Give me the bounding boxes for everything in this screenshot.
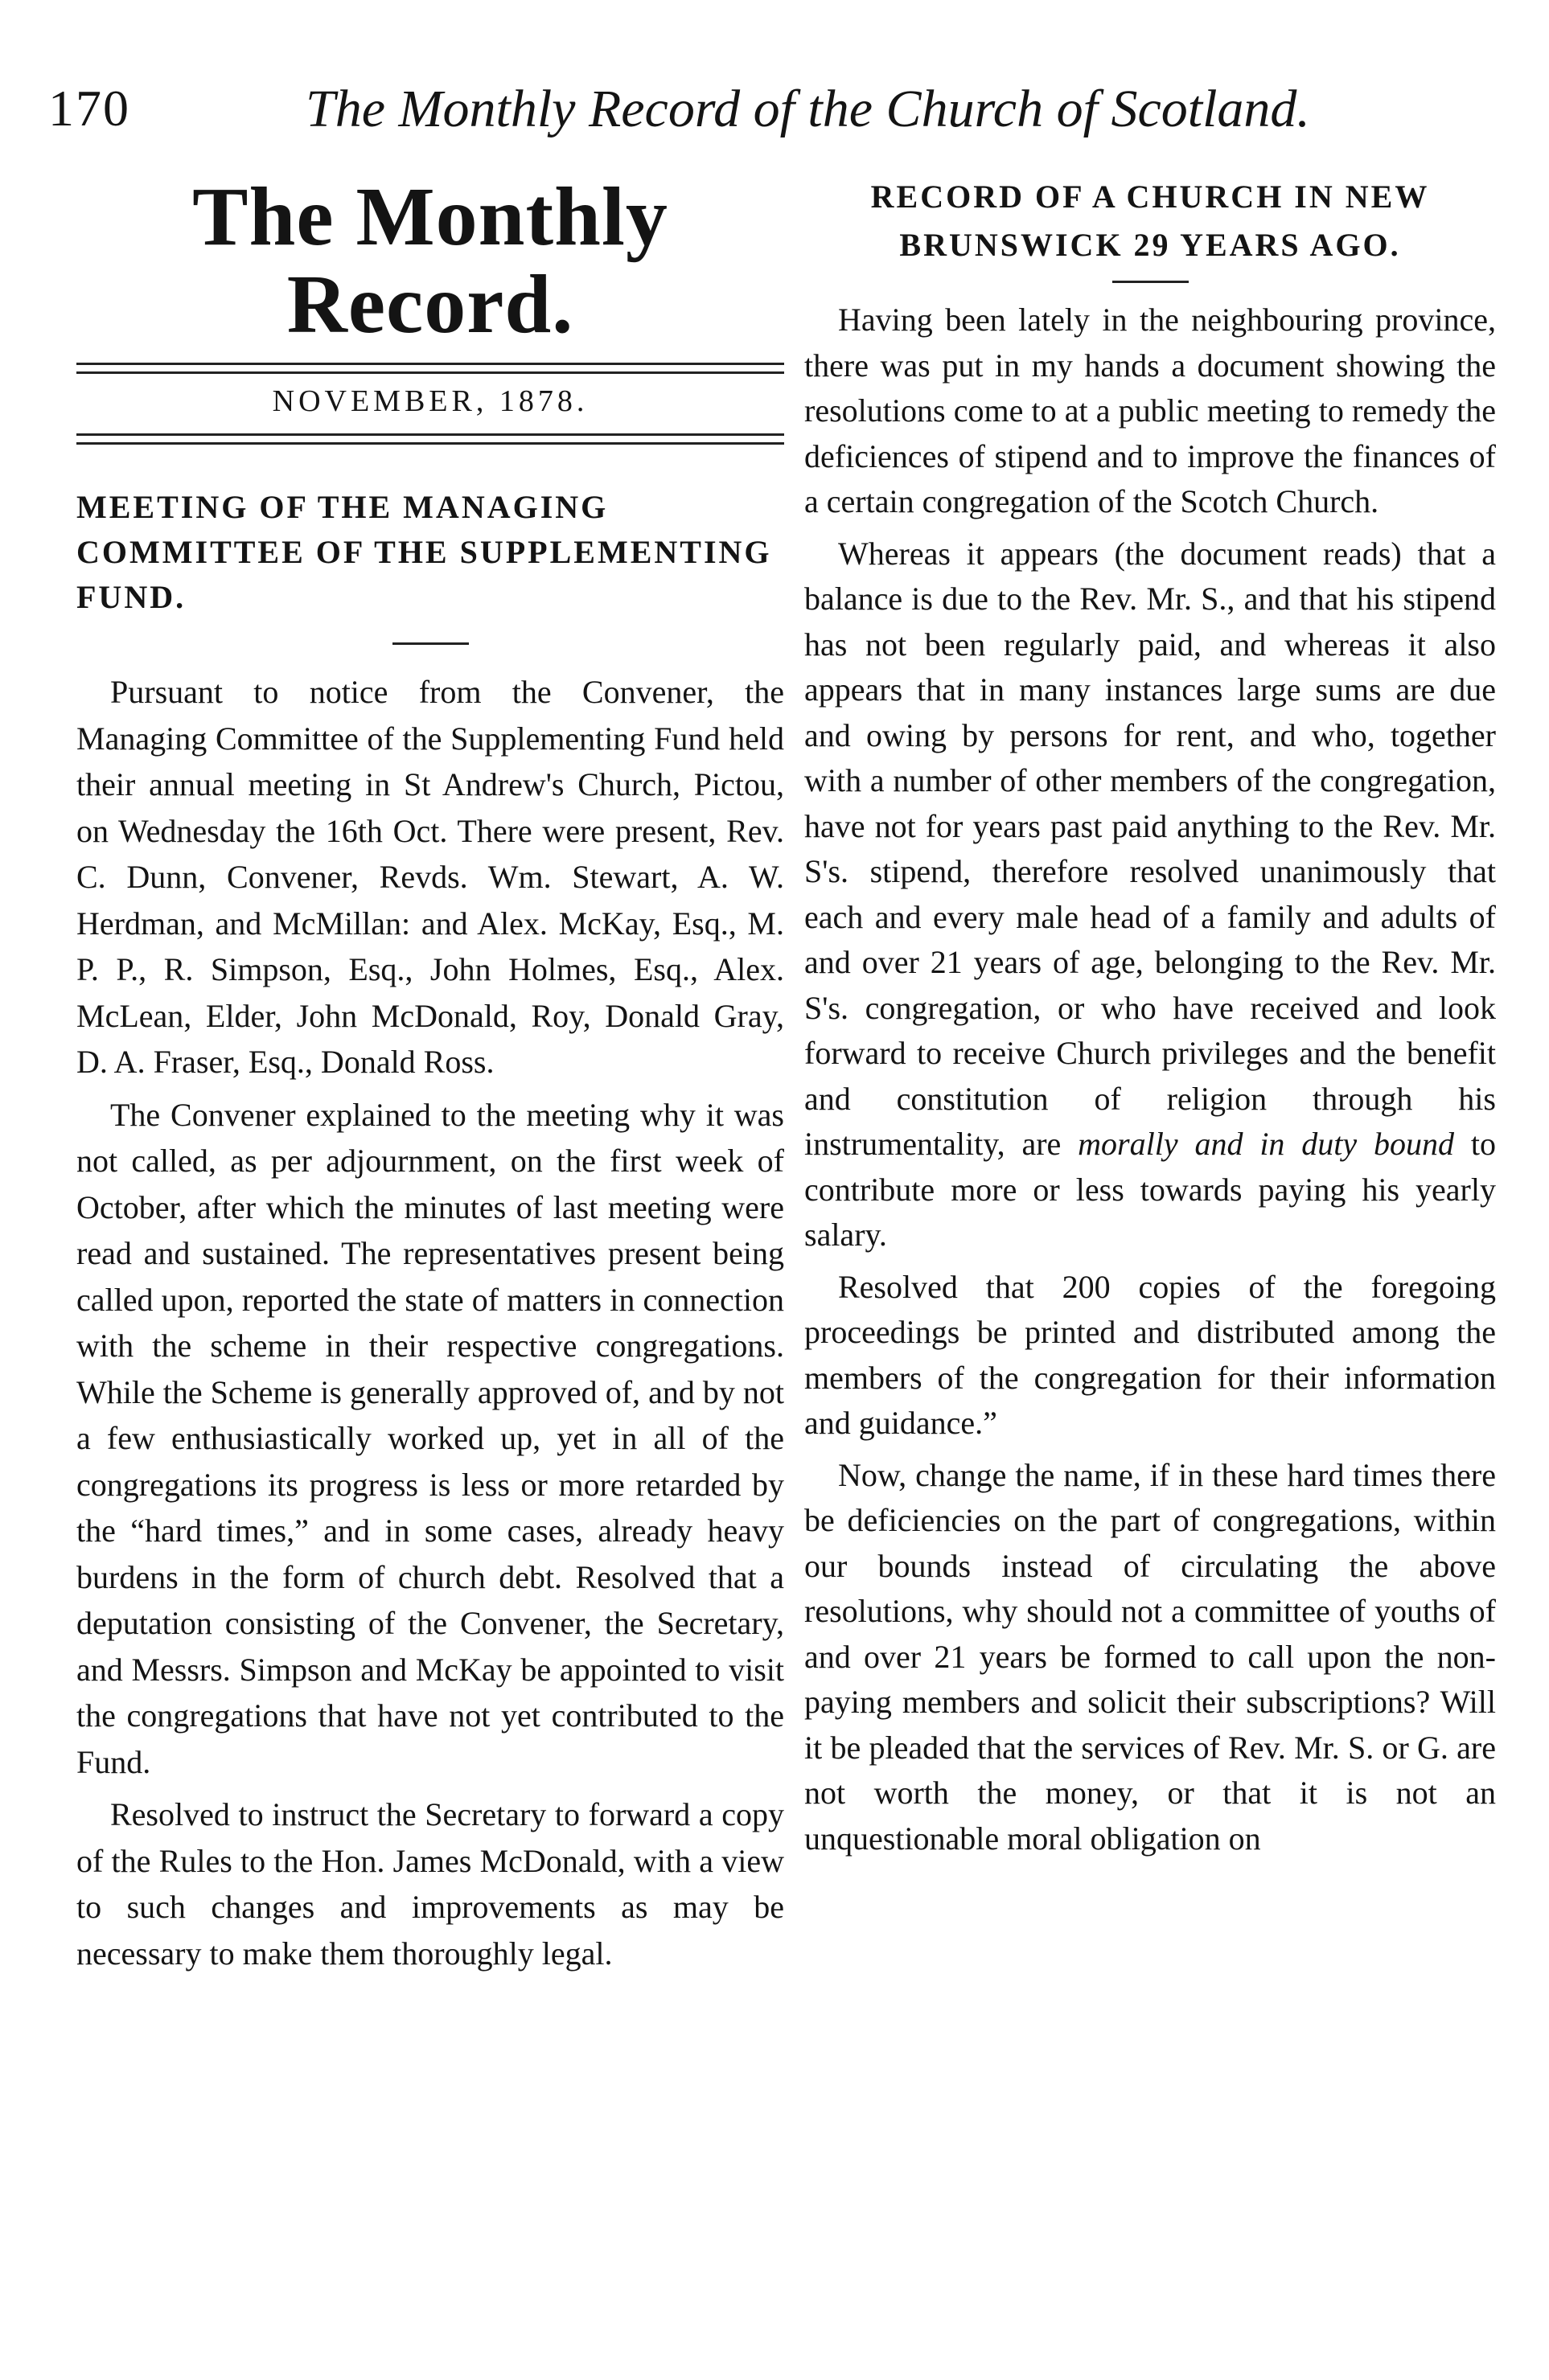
left-column xyxy=(76,170,784,1983)
paragraph: Now, change the name, if in these hard times there be deficiencies on the part of congregations, within our bounds instead of circulating the above resolutions, why should not a committee of youths of and over 21 years be formed to call upon the non-paying members and solicit their subscriptions? Will it be pleaded that the services of Rev. Mr. S. or G. are not worth the money, or that it is not an unquestionable moral obligation on xyxy=(804,1456,1496,1857)
paragraph: Resolved that 200 copies of the foregoing proceedings be printed and distributed among the members of the congregation for their information and guidance.” xyxy=(804,1268,1496,1441)
article-heading-meeting: MEETING OF THE MANAGING COMMITTEE OF THE SUPPLEMENTING FUND. xyxy=(76,489,772,616)
journal-title: The Monthly Record of the Church of Scotland. xyxy=(306,80,1310,138)
running-head xyxy=(48,79,1480,151)
right-column xyxy=(804,173,1496,1868)
article-heading-record: RECORD OF A CHURCH IN NEW BRUNSWICK 29 YEARS AGO. xyxy=(870,178,1430,263)
paragraph: Resolved to instruct the Secretary to forward a copy of the Rules to the Hon. James McDonald, with a view to such changes and improvements as may be necessary to make them thoroughly legal. xyxy=(76,1796,784,1972)
paragraph-text: to contribute more or less towards paying his yearly salary. xyxy=(804,1126,1497,1253)
issue-date: NOVEMBER, 1878. xyxy=(272,384,589,419)
paragraph: The Convener explained to the meeting why it was not called, as per adjournment, on the first week of October, after which the minutes of last meeting were read and sustained. The representatives present being called upon, reported the state of matters in connection with the scheme in their respective congregations. While the Scheme is generally approved of, and by not a few enthusiastically worked up, yet in all of the congregations its progress is less or more retarded by the “hard times,” and in some cases, already heavy burdens in the form of church debt. Resolved that a deputation consisting of the Convener, the Secretary, and Messrs. Simpson and McKay be appointed to visit the congregations that have not yet contributed to the Fund. xyxy=(76,1096,784,1780)
date-rule xyxy=(76,433,784,445)
masthead-rule xyxy=(76,363,784,374)
paragraph: Pursuant to notice from the Convener, the Managing Committee of the Supplementing Fund held their annual meeting in St Andrew's Church, Pictou, on Wednesday the 16th Oct. There were present, Rev. C. Dunn, Convener, Revds. Wm. Stewart, A. W. Herdman, and McMillan: and Alex. McKay, Esq., M. P. P., R. Simpson, Esq., John Holmes, Esq., Alex. McLean, Elder, John McDonald, Roy, Donald Gray, D. A. Fraser, Esq., Donald Ross. xyxy=(76,674,784,1081)
paragraph xyxy=(804,531,1496,1258)
heading-divider xyxy=(1112,281,1189,283)
paragraph-text: Whereas it appears (the document reads) that a balance is due to the Rev. Mr. S., and that his stipend has not been regularly paid, and whereas it also appears that in many instances large sums are due and owing by persons for rent, and who, together with a number of other members of the congregation, have not for years past paid anything to the Rev. Mr. S's. stipend, therefore resolved unanimously that each and every male head of a family and adults of and over 21 years of age, belonging to the Rev. Mr. S's. congregation, or who have received and look forward to receive Church privileges and the benefit and constitution of religion through his instrumentality, are xyxy=(804,535,1496,1162)
emphasis-text: morally and in duty bound xyxy=(1078,1126,1455,1162)
paragraph: Having been lately in the neighbouring province, there was put in my hands a document showing the resolutions come to at a public meeting to remedy the deficiences of stipend and to improve the finances of a certain congregation of the Scotch Church. xyxy=(804,302,1496,519)
page-number: 170 xyxy=(48,80,130,137)
heading-divider xyxy=(392,642,469,645)
masthead: The Monthly Record. xyxy=(192,170,668,351)
